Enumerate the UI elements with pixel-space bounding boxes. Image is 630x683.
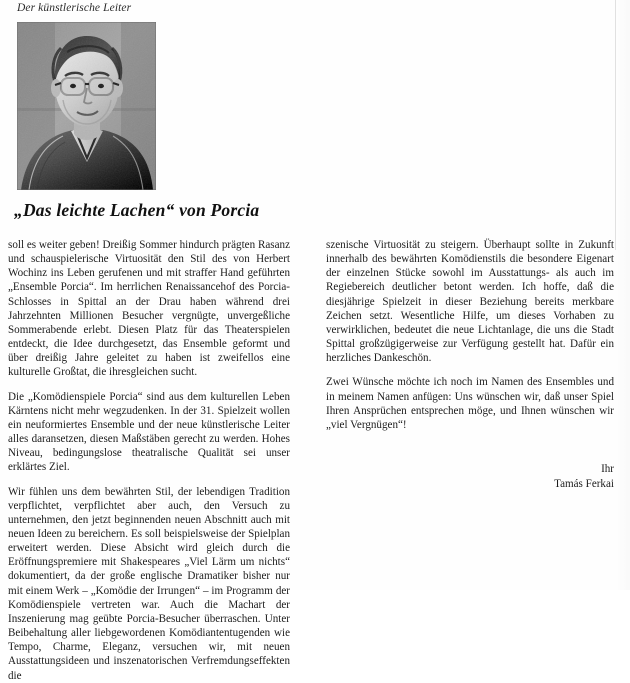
paragraph: szenische Virtuosität zu steigern. Überhaupt sollte in Zukunft innerhalb des bewährten Komödienstils die besondere Eigenart der einzelnen Stücke sowohl im Ausstattungs- als auch im Regiebereich deutlicher betont werden. Ich hoffe, daß die diesjährige Spielzeit in dieser Beziehung bereits merkbare Zeichen setzt. Wesentliche Hilfe, um dieses Vorhaben zu verwirklichen, bedeutet die neue Lichtanlage, die uns die Stadt Spittal großzügigerweise zur Verfügung gestellt hat. Dafür ein herzliches Dankeschön.: [326, 239, 614, 365]
text-column-right: [326, 238, 614, 491]
text-column-left: [8, 238, 290, 683]
paragraph: Wir fühlen uns dem bewährten Stil, der lebendigen Tradition verpflichtet, verpflichtet aber auch, den Versuch zu unternehmen, den jetzt beginnenden neuen Abschnitt auch mit neuen Ideen zu bereichern. Es soll beispielsweise der Spielplan erweitert werden. Diese Absicht wird gleich durch die Eröffnungspremiere mit Shakespeares „Viel Lärm um nichts“ dokumentiert, da der große englische Dramatiker bisher nur mit einem Werk – „Komödie der Irrungen“ – im Programm der Komödienspiele vertreten war. Auch die Machart der Inszenierung mag geübte Porcia-Besucher überraschen. Unter Beibehaltung aller liebgewordenen Komödiantentugenden wie Tempo, Charme, Eleganz, versuchen wir, mit neuen Ausstattungsideen und inszenatorischen Verfremdungseffekten die: [8, 485, 290, 682]
paragraph: soll es weiter geben! Dreißig Sommer hindurch prägten Rasanz und schauspielerische Virtuosität den Stil des von Herbert Wochinz ins Leben gerufenen und mit straffer Hand geführten „Ensemble Porcia“. Im herrlichen Renaissancehof des Porcia-Schlosses in Spittal an der Drau haben während drei Jahrzehnten Millionen Besucher vergnügte, unvergeßliche Sommerabende erlebt. Diesen Platz für das Theaterspielen entdeckt, die Idee durchgesetzt, das Ensemble geformt und über dreißig Jahre geleitet zu haben ist zweifellos eine kulturelle Großtat, die ihresgleichen sucht.: [8, 239, 290, 379]
article-headline: „Das leichte Lachen“ von Porcia: [14, 200, 260, 220]
paragraph: Die „Komödienspiele Porcia“ sind aus dem kulturellen Leben Kärntens nicht mehr wegzudenken. In der 31. Spielzeit wollen ein neuformiertes Ensemble und der neue künstlerische Leiter alles daransetzen, diesen Maßstäben gerecht zu werden. Hohes Niveau, bedingungslose theatralische Qualität sei unser erklärtes Ziel.: [8, 390, 290, 474]
signature-name: Tamás Ferkai: [554, 477, 614, 490]
section-kicker: Der künstlerische Leiter: [17, 2, 132, 14]
paragraph: Zwei Wünsche möchte ich noch im Namen des Ensembles und in meinem Namen anfügen: Uns wünschen wir, daß unser Spiel Ihren Ansprüchen entsprechen möge, und Ihnen wünschen wir „viel Vergnügen“!: [326, 376, 614, 431]
portrait-photo: [17, 22, 156, 190]
signature-closing: Ihr: [601, 463, 614, 476]
signature-block: [326, 462, 614, 491]
portrait-photo-image: [17, 22, 156, 190]
scan-edge-gradient: [616, 0, 630, 590]
